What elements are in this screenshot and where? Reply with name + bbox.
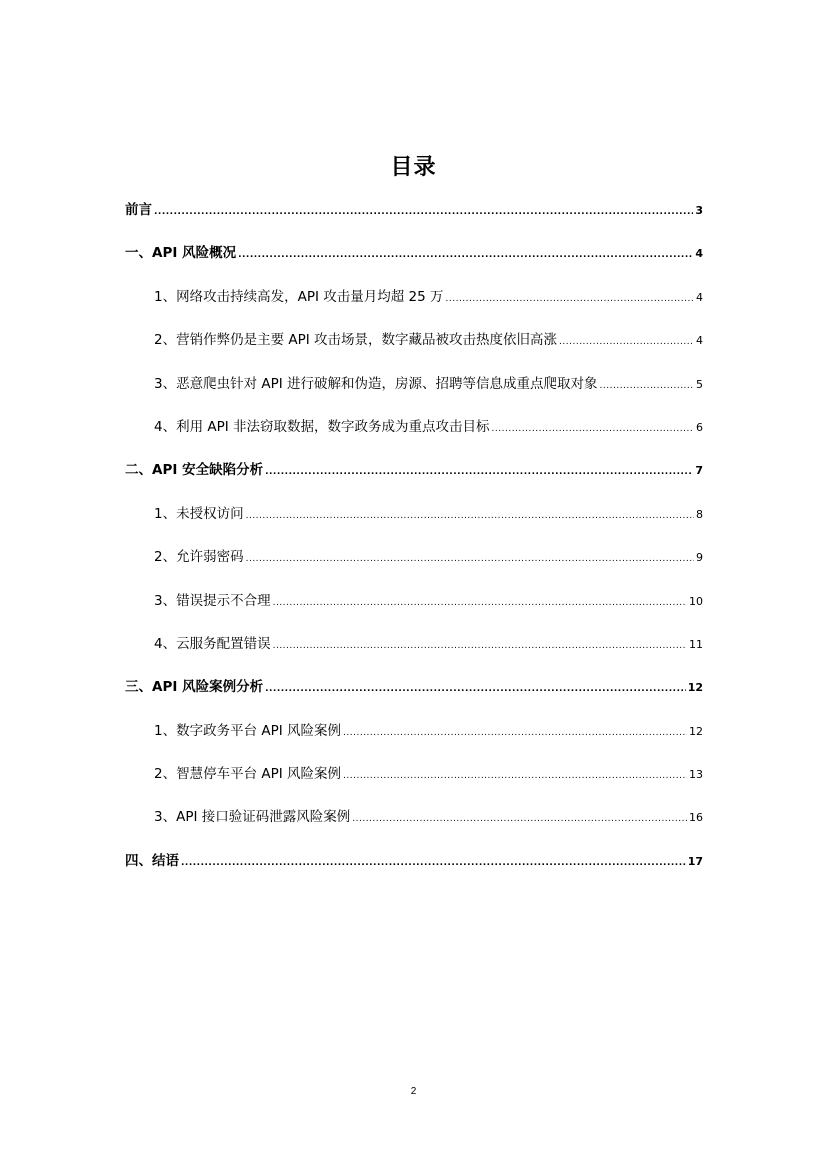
toc-entry-page: 12 bbox=[687, 681, 703, 695]
toc-entry[interactable] bbox=[125, 543, 703, 586]
toc-leader-dots bbox=[559, 328, 694, 356]
toc-entry-text: 二、API 安全缺陷分析 bbox=[125, 462, 264, 479]
toc-leader-dots bbox=[600, 372, 694, 400]
toc-entry-text: 1、数字政务平台 API 风险案例 bbox=[154, 722, 342, 739]
toc-entry[interactable] bbox=[125, 500, 703, 543]
toc-entry[interactable] bbox=[125, 803, 703, 846]
toc-entry-text: 4、利用 API 非法窃取数据，数字政务成为重点攻击目标 bbox=[154, 418, 490, 435]
toc-entry-text: 1、网络攻击持续高发，API 攻击量月均超 25 万 bbox=[154, 288, 444, 305]
toc-entry[interactable] bbox=[125, 196, 703, 239]
toc-entry-page: 6 bbox=[696, 420, 703, 434]
table-of-contents bbox=[125, 196, 703, 890]
toc-entry-page: 9 bbox=[696, 551, 703, 565]
toc-entry-page: 4 bbox=[696, 290, 703, 304]
page-number: 2 bbox=[410, 1086, 417, 1097]
toc-leader-dots bbox=[273, 632, 687, 660]
toc-entry[interactable] bbox=[125, 456, 703, 499]
toc-leader-dots bbox=[343, 719, 687, 747]
toc-entry-page: 7 bbox=[695, 464, 703, 478]
toc-entry-text: 4、云服务配置错误 bbox=[154, 635, 271, 652]
toc-entry-page: 17 bbox=[687, 854, 703, 868]
toc-entry-text: 2、智慧停车平台 API 风险案例 bbox=[154, 766, 342, 783]
toc-entry[interactable] bbox=[125, 370, 703, 413]
toc-leader-dots bbox=[343, 762, 687, 790]
toc-entry[interactable] bbox=[125, 413, 703, 456]
toc-leader-dots bbox=[238, 241, 693, 269]
toc-leader-dots bbox=[246, 502, 694, 530]
toc-entry-text: 一、API 风险概况 bbox=[125, 245, 237, 262]
toc-leader-dots bbox=[492, 415, 694, 443]
toc-entry-page: 13 bbox=[689, 768, 703, 782]
toc-entry-text: 前言 bbox=[125, 202, 152, 218]
toc-title: 目录 bbox=[390, 155, 437, 180]
toc-entry-text: 四、结语 bbox=[125, 852, 179, 869]
toc-entry[interactable] bbox=[125, 630, 703, 673]
toc-entry-text: 3、API 接口验证码泄露风险案例 bbox=[154, 809, 351, 826]
toc-leader-dots bbox=[273, 589, 687, 617]
toc-entry[interactable] bbox=[125, 239, 703, 282]
toc-leader-dots bbox=[154, 198, 693, 226]
toc-entry[interactable] bbox=[125, 673, 703, 716]
toc-entry[interactable] bbox=[125, 587, 703, 630]
toc-leader-dots bbox=[265, 675, 686, 703]
toc-entry-page: 8 bbox=[696, 507, 703, 521]
toc-leader-dots bbox=[352, 805, 687, 833]
toc-entry-text: 2、允许弱密码 bbox=[154, 549, 244, 566]
toc-entry-page: 10 bbox=[689, 594, 703, 608]
toc-leader-dots bbox=[265, 458, 693, 486]
toc-entry-page: 11 bbox=[689, 637, 703, 651]
toc-entry-page: 4 bbox=[696, 334, 703, 348]
toc-leader-dots bbox=[446, 285, 695, 313]
toc-entry-page: 3 bbox=[695, 204, 703, 217]
toc-entry-text: 3、恶意爬虫针对 API 进行破解和伪造，房源、招聘等信息成重点爬取对象 bbox=[154, 375, 598, 392]
toc-leader-dots bbox=[181, 849, 686, 877]
toc-entry[interactable] bbox=[125, 326, 703, 369]
toc-entry-page: 4 bbox=[695, 247, 703, 261]
toc-entry-text: 1、未授权访问 bbox=[154, 505, 244, 522]
toc-entry[interactable] bbox=[125, 717, 703, 760]
toc-entry-page: 5 bbox=[696, 377, 703, 391]
toc-leader-dots bbox=[246, 545, 694, 573]
toc-entry[interactable] bbox=[125, 283, 703, 326]
toc-entry-text: 2、营销作弊仍是主要 API 攻击场景，数字藏品被攻击热度依旧高涨 bbox=[154, 332, 558, 349]
toc-entry-page: 12 bbox=[689, 724, 703, 738]
toc-entry[interactable] bbox=[125, 847, 703, 890]
toc-entry-text: 3、错误提示不合理 bbox=[154, 592, 271, 609]
toc-entry[interactable] bbox=[125, 760, 703, 803]
toc-entry-page: 16 bbox=[689, 811, 703, 825]
toc-entry-text: 三、API 风险案例分析 bbox=[125, 679, 264, 696]
